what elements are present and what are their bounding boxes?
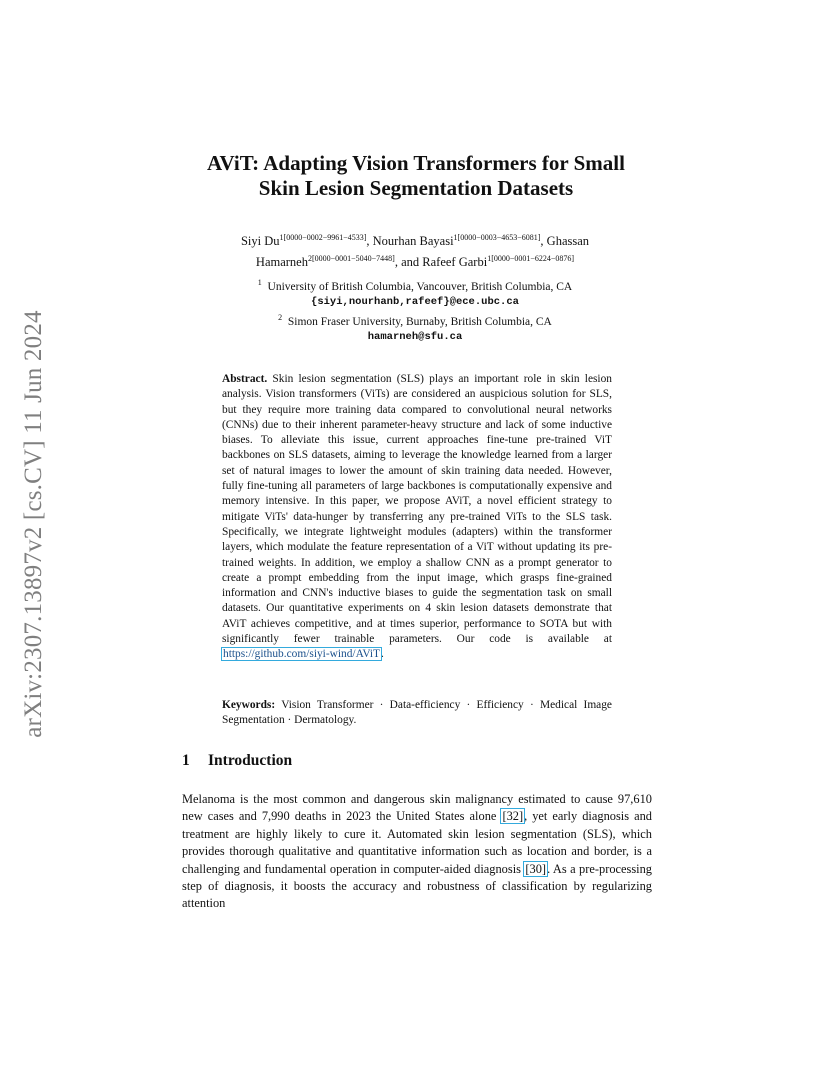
- intro-text: Melanoma is the most common and dangerous skin malignancy estimated to cause 97,610 new cases and 7,990 deaths in 2023 the United States alone: [182, 792, 652, 824]
- affiliation-text: Simon Fraser University, Burnaby, British Columbia, CA: [287, 315, 552, 328]
- citation-link[interactable]: [30]: [525, 861, 547, 876]
- title-line-1: AViT: Adapting Vision Transformers for Small: [207, 151, 625, 175]
- keywords-text: Vision Transformer · Data-efficiency · Efficiency · Medical Image Segmentation · Dermatology.: [222, 699, 612, 727]
- author-name: Siyi Du: [240, 234, 280, 249]
- keywords-label: Keywords:: [222, 699, 276, 711]
- abstract-text: Skin lesion segmentation (SLS) plays an important role in skin lesion analysis. Vision transformers (ViTs) are considered an auspicious solution for SLS, but they require more training data compared to convolutional neural networks (CNNs) due to their inherent parameter-heavy structure and lack of some inductive biases. To alleviate this issue, current approaches fine-tune pre-trained ViT backbones on SLS datasets, aiming to leverage the knowledge learned from a larger set of natural images to lower the amount of skin training data needed. However, fully fine-tuning all parameters of large backbones is computationally expensive and memory intensive. In this paper, we propose AViT, a novel efficient strategy to mitigate ViTs' data-hunger by transferring any pre-trained ViTs to the SLS task. Specifically, we integrate lightweight modules (adapters) within the transformer layers, which modulate the feature representation of a ViT without updating its pre-trained weights. In addition, we employ a shallow CNN as a prompt generator to create a prompt embedding from the input image, which grasps fine-grained information and CNN's inductive biases to guide the segmentation task on small datasets. Our quantitative experiments on 4 skin lesion datasets demonstrate that AViT achieves competitive, and at times superior, performance to SOTA but with significantly fewer trainable parameters. Our code is available at: [222, 373, 612, 646]
- abstract: [222, 372, 612, 663]
- affiliation-text: University of British Columbia, Vancouver, British Columbia, CA: [267, 280, 573, 293]
- keywords: [222, 698, 612, 729]
- author-name: Hamarneh: [255, 255, 308, 270]
- intro-paragraph: [182, 791, 652, 913]
- arxiv-identifier: arXiv:2307.13897v2 [cs.CV] 11 Jun 2024: [20, 310, 47, 738]
- title-line-2: Skin Lesion Segmentation Datasets: [258, 176, 574, 200]
- section-number: 1: [182, 752, 190, 769]
- citation-link[interactable]: [32]: [502, 809, 524, 824]
- affiliation-1: [180, 275, 650, 295]
- arxiv-margin-stamp: [14, 291, 54, 757]
- abstract-end: .: [381, 648, 384, 661]
- affiliation-2: [180, 310, 650, 330]
- author-orcid: 1[0000−0003−4653−6081]: [453, 233, 541, 242]
- section-title: Introduction: [208, 752, 293, 769]
- author-name: , Nourhan Bayasi: [366, 234, 454, 249]
- affiliations: [180, 275, 650, 345]
- author-orcid: 2[0000−0001−5040−7448]: [307, 254, 395, 264]
- author-name: , and Rafeef Garbi: [394, 255, 488, 270]
- affiliation-mark: 1: [257, 278, 262, 287]
- author-list: [180, 229, 650, 271]
- abstract-label: Abstract.: [222, 373, 268, 385]
- code-link[interactable]: https://github.com/siyi-wind/AViT: [223, 648, 380, 661]
- author-orcid: 1[0000−0001−6224−0876]: [487, 254, 575, 264]
- author-name: , Ghassan: [540, 234, 590, 249]
- paper-title: [160, 151, 672, 201]
- author-orcid: 1[0000−0002−9961−4533]: [279, 233, 367, 242]
- affiliation-mark: 2: [278, 312, 283, 322]
- section-heading: [182, 752, 292, 770]
- intro-text: . As a pre-processing step of diagnosis, it boosts the accuracy and robustness of classification by regularizing attention: [182, 861, 652, 911]
- affiliation-1-email: {siyi,nourhanb,rafeef}@ece.ubc.ca: [311, 295, 519, 308]
- intro-text: , yet early diagnosis and treatment are highly likely to cure it. Automated skin lesion segmentation (SLS), which provides thorough qualitative and quantitative information such as location and border, is a challenging and fundamental operation in computer-aided diagnosis: [182, 809, 652, 876]
- affiliation-2-email: hamarneh@sfu.ca: [367, 330, 463, 343]
